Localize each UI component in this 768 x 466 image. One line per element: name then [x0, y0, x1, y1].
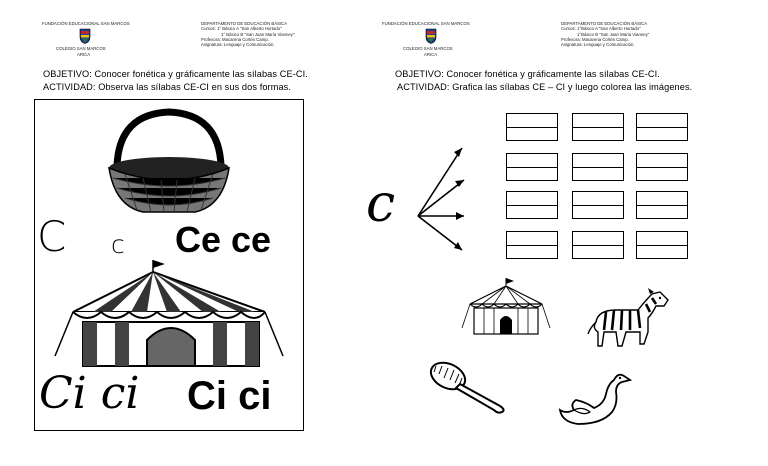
answer-box-grid [506, 113, 690, 264]
answer-box[interactable] [506, 153, 558, 181]
print-ci-syllables: Ci ci [187, 374, 272, 418]
cursive-letter-c: c [366, 174, 396, 234]
school-crest-right [425, 28, 437, 44]
activity-right: ACTIVIDAD: Grafica las sílabas CE – CI y luego colorea las imágenes. [397, 82, 693, 92]
department: DEPARTAMENTO DE EDUCACIÓN BÁSICA [561, 21, 648, 26]
circus-tent-illustration [53, 260, 285, 372]
answer-box[interactable] [506, 231, 558, 259]
crest-city-right: ARICA [424, 52, 438, 57]
swan-icon [556, 370, 632, 430]
course-b: 1° Básico B "San Juan María Vianney" [221, 31, 295, 37]
subject: Asignatura: Lenguaje y Comunicación. [561, 42, 635, 48]
print-ce-syllables: Ce ce [175, 219, 272, 260]
header-info-left [201, 21, 294, 47]
department: DEPARTAMENTO DE EDUCACIÓN BÁSICA [201, 21, 288, 26]
answer-box[interactable] [636, 191, 688, 219]
school-name-left: FUNDACIÓN EDUCACIONAL SAN MARCOS [42, 21, 130, 26]
crest-caption-left: COLEGIO SAN MARCOS [56, 46, 106, 51]
header-info-right [561, 21, 649, 47]
answer-box[interactable] [506, 191, 558, 219]
activity-left: ACTIVIDAD: Observa las sílabas CE-CI en sus dos formas. [43, 82, 292, 92]
answer-box[interactable] [636, 231, 688, 259]
answer-box[interactable] [506, 113, 558, 141]
course-a: Cursos: 1° Básico A "San Alberto Hurtado" [201, 26, 282, 32]
answer-box[interactable] [636, 153, 688, 181]
cursive-lower-c: c [111, 230, 125, 259]
crest-caption-right: COLEGIO SAN MARCOS [403, 46, 453, 51]
answer-box[interactable] [572, 153, 624, 181]
brush-icon [426, 358, 508, 414]
cursive-upper-c: C [37, 212, 67, 261]
teacher: Profesora: Macarena Cortés Camp. [201, 36, 269, 42]
syllable-card [34, 99, 304, 431]
school-crest-left [79, 28, 91, 44]
answer-box[interactable] [572, 231, 624, 259]
cursive-ci-syllables: Ci ci [39, 368, 140, 419]
arrow-fan [410, 140, 470, 260]
objective-left: OBJETIVO: Conocer fonética y gráficamente las sílabas CE-CI. [43, 69, 308, 79]
answer-box[interactable] [636, 113, 688, 141]
answer-box[interactable] [572, 191, 624, 219]
school-name-right: FUNDACIÓN EDUCACIONAL SAN MARCOS [382, 21, 470, 26]
circus-tent-icon [462, 278, 550, 338]
answer-box[interactable] [572, 113, 624, 141]
crest-city-left: ARICA [77, 52, 91, 57]
basket-illustration [103, 108, 235, 218]
teacher: Profesora: Macarena Cortés Camp. [561, 36, 629, 42]
subject: Asignatura: Lenguaje y Comunicación. [201, 42, 275, 48]
objective-right: OBJETIVO: Conocer fonética y gráficamente las sílabas CE-CI. [395, 69, 660, 79]
course-a: Cursos: 1°Básico A "San Alberto Hurtado" [561, 26, 641, 32]
course-b: 1°Básico B "San Juan María Vianney" [577, 31, 650, 37]
zebra-icon [586, 288, 670, 354]
